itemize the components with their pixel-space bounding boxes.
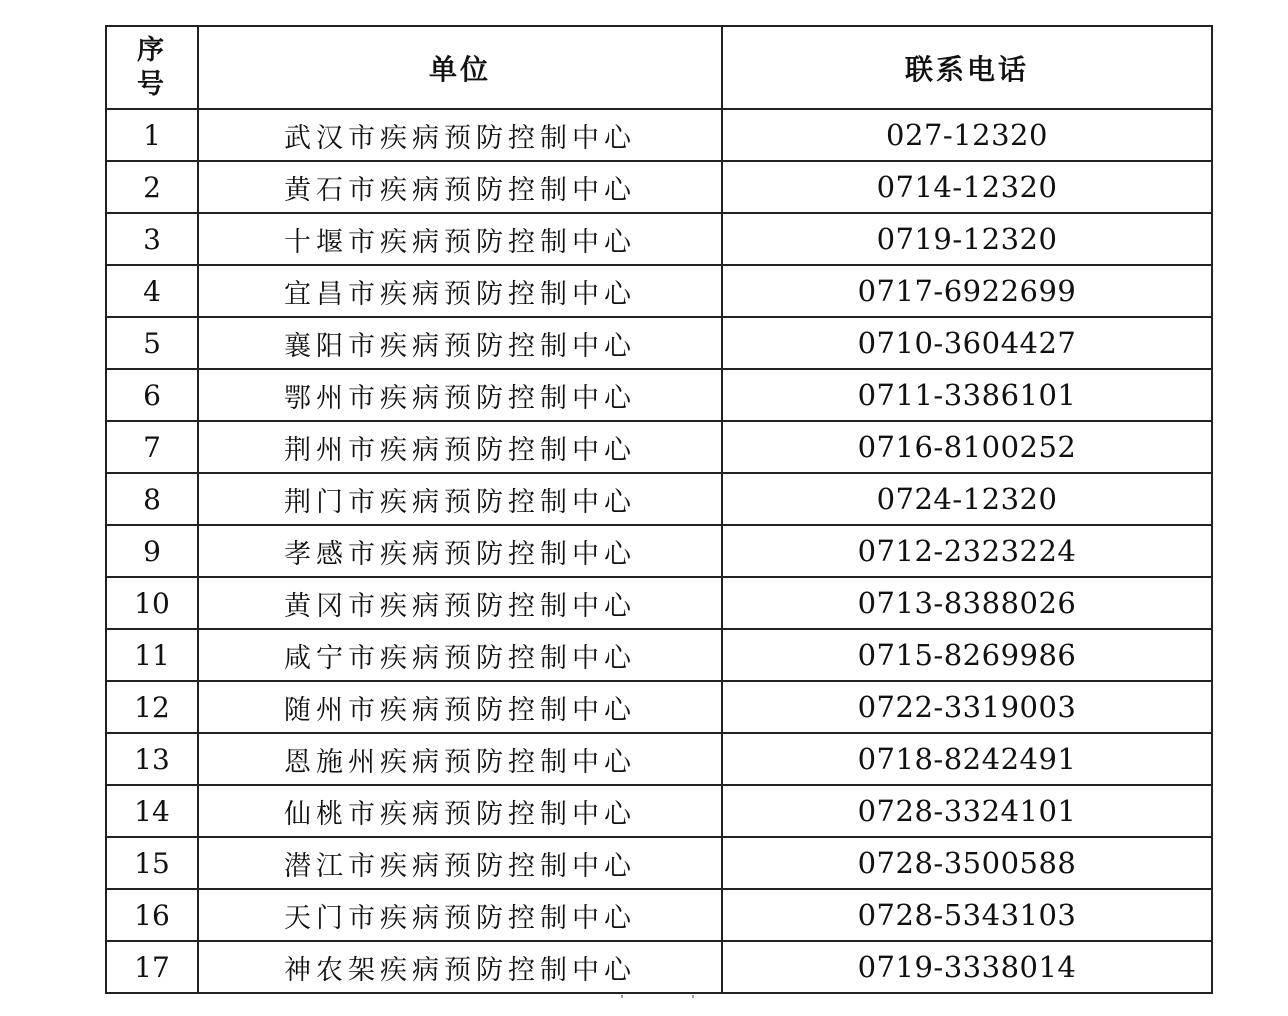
row-unit: 十堰市疾病预防控制中心 (198, 213, 722, 265)
row-index: 8 (106, 473, 198, 525)
row-unit: 宜昌市疾病预防控制中心 (198, 265, 722, 317)
row-unit: 孝感市疾病预防控制中心 (198, 525, 722, 577)
row-index: 14 (106, 785, 198, 837)
table-row (106, 213, 1212, 265)
row-index: 13 (106, 733, 198, 785)
row-unit: 黄石市疾病预防控制中心 (198, 161, 722, 213)
table-row (106, 109, 1212, 161)
row-unit: 神农架疾病预防控制中心 (198, 941, 722, 993)
row-phone: 0722-3319003 (722, 681, 1212, 733)
table-row (106, 577, 1212, 629)
row-unit: 黄冈市疾病预防控制中心 (198, 577, 722, 629)
row-phone: 0719-12320 (722, 213, 1212, 265)
row-index: 2 (106, 161, 198, 213)
row-unit: 仙桃市疾病预防控制中心 (198, 785, 722, 837)
table-row (106, 629, 1212, 681)
row-unit: 襄阳市疾病预防控制中心 (198, 317, 722, 369)
phone-column-header: 联系电话 (722, 26, 1212, 109)
table-row (106, 265, 1212, 317)
table-row (106, 837, 1212, 889)
row-phone: 0728-5343103 (722, 889, 1212, 941)
row-unit: 恩施州疾病预防控制中心 (198, 733, 722, 785)
row-unit: 天门市疾病预防控制中心 (198, 889, 722, 941)
table-row (106, 941, 1212, 993)
row-index: 6 (106, 369, 198, 421)
table-row (106, 421, 1212, 473)
table-body (106, 109, 1212, 993)
row-unit: 武汉市疾病预防控制中心 (198, 109, 722, 161)
table-row (106, 681, 1212, 733)
row-index: 1 (106, 109, 198, 161)
unit-column-header: 单位 (198, 26, 722, 109)
row-phone: 0714-12320 (722, 161, 1212, 213)
table-row (106, 785, 1212, 837)
row-phone: 0716-8100252 (722, 421, 1212, 473)
row-phone: 0713-8388026 (722, 577, 1212, 629)
table-row (106, 369, 1212, 421)
row-index: 11 (106, 629, 198, 681)
row-index: 9 (106, 525, 198, 577)
table-row (106, 525, 1212, 577)
row-phone: 0724-12320 (722, 473, 1212, 525)
table-row (106, 889, 1212, 941)
index-header-top: 序 (137, 34, 167, 66)
row-index: 16 (106, 889, 198, 941)
row-phone: 0715-8269986 (722, 629, 1212, 681)
table-row (106, 733, 1212, 785)
table-header-row (106, 26, 1212, 109)
table-row (106, 473, 1212, 525)
row-phone: 0717-6922699 (722, 265, 1212, 317)
row-unit: 潜江市疾病预防控制中心 (198, 837, 722, 889)
row-phone: 0711-3386101 (722, 369, 1212, 421)
row-phone: 0718-8242491 (722, 733, 1212, 785)
row-unit: 鄂州市疾病预防控制中心 (198, 369, 722, 421)
index-column-header (106, 26, 198, 109)
row-index: 15 (106, 837, 198, 889)
row-phone: 0728-3500588 (722, 837, 1212, 889)
row-phone: 0712-2323224 (722, 525, 1212, 577)
row-index: 17 (106, 941, 198, 993)
row-index: 12 (106, 681, 198, 733)
row-phone: 0710-3604427 (722, 317, 1212, 369)
row-index: 7 (106, 421, 198, 473)
table-row (106, 161, 1212, 213)
row-phone: 0719-3338014 (722, 941, 1212, 993)
row-index: 10 (106, 577, 198, 629)
row-index: 3 (106, 213, 198, 265)
row-unit: 咸宁市疾病预防控制中心 (198, 629, 722, 681)
cdc-contact-table (105, 25, 1213, 994)
scan-speck (621, 995, 623, 998)
row-index: 5 (106, 317, 198, 369)
row-phone: 0728-3324101 (722, 785, 1212, 837)
scan-speck (692, 995, 694, 998)
row-index: 4 (106, 265, 198, 317)
row-unit: 随州市疾病预防控制中心 (198, 681, 722, 733)
row-unit: 荆门市疾病预防控制中心 (198, 473, 722, 525)
index-header-bottom: 号 (137, 68, 167, 100)
table-row (106, 317, 1212, 369)
row-phone: 027-12320 (722, 109, 1212, 161)
row-unit: 荆州市疾病预防控制中心 (198, 421, 722, 473)
